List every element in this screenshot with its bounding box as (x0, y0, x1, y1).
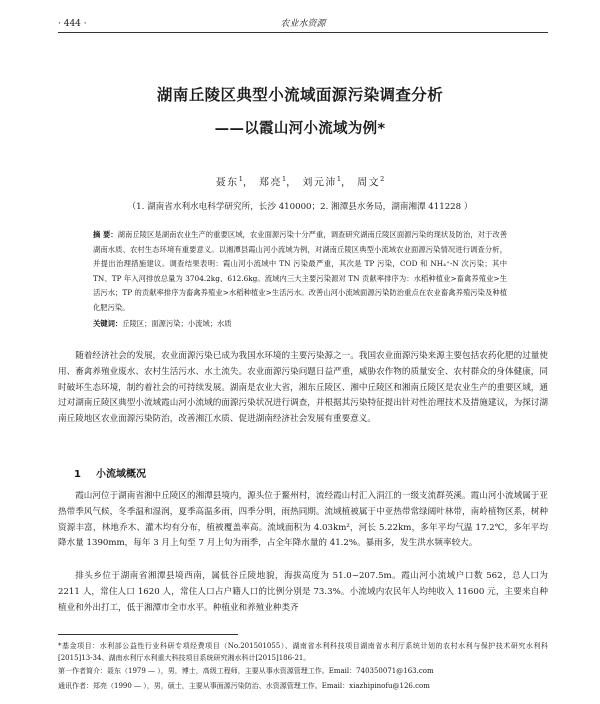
footnote-corresponding-author: 通讯作者：郑亮（1990 — ），男，硕士，主要从事面源污染防治、水资源管理工作。Email：xiazhipinofu@126.com (58, 682, 430, 690)
footnote-divider (58, 634, 238, 635)
keywords-text: 丘陵区；面源污染；小流域；水质 (122, 319, 232, 328)
author-affiliation-mark: 2 (380, 175, 385, 183)
intro-paragraph: 随着经济社会的发展，农业面源污染已成为我国水环境的主要污染源之一。我国农业面源污染来源主要包括农药化肥的过量使用、畜禽养殖业废水、农村生活污水、水土流失。农业面源污染问题日益严重，威胁农作物的质量安全、农村群众的身体健康，同时破坏生态环境，制约着社会的可持续发展。湖南是农业大省，湘东丘陵区、湘中丘陵区和湘南丘陵区是农业生产的重要区域，通过对湖南丘陵区典型小流域霞山河小流域的面源污染状况进行调查，并根据其污染特征提出针对性治理技术及措施建议，为探讨湖南丘陵地区农业面源污染防治，改善湘江水质、促进湖南经济社会发展有重要意义。 (58, 351, 548, 425)
abstract (93, 228, 507, 316)
footnote-funding: *基金项目：水利部公益性行业科研专项经费项目（No.201501055）、湖南省水利科技项目湖南省水利厅系统计划的农村水利与保护技术研究水利科[2015]13-34、湖南水利厅水利重大科技项目系统研究湘水科计[2015]186-21。 (58, 642, 548, 662)
keywords-label: 关键词： (93, 319, 123, 328)
paper-subtitle: ——以霞山河小流域为例* (214, 121, 386, 137)
body-paragraph: 霞山河位于湖南省湘中丘陵区的湘潭县境内，源头位于鳌州村，流经霞山村汇入涓江的一级支流群英溪。霞山河小流域属于亚热带季风气候，冬季温和湿润，夏季高温多雨，四季分明，雨热同期。流域植被属于中亚热带常绿阔叶林带，南岭植物区系，树种资源丰富，林地乔木、灌木均有分布，植被覆盖率高。流域面积为 4.03km²，河长 5.22km，多年平均气温 17.2℃，多年平均降水量 1390mm，每年 3 月上旬至 7 月上旬为雨季，占全年降水量的 41.2%。暴雨多，发生洪水频率较大。 (58, 491, 548, 549)
paper-title: 湖南丘陵区典型小流域面源污染调查分析 (156, 86, 444, 104)
affiliation: （1. 湖南省水利水电科学研究所，长沙 410000；2. 湘潭县水务局，湖南湘潭 411228 ） (127, 202, 473, 212)
author-name: 郑亮 (259, 177, 283, 189)
body-paragraph: 排头乡位于湖南省湘潭县境西南，属低谷丘陵地貌，海拔高度为 51.0~207.5m。霞山河小流域户口数 562，总人口为 2211 人，常住人口 1620 人，常住人口占户籍人口的比例分别是 73.3%。小流域内农民年人均纯收入 11600 元，主要来自种植业和外出打工，低于湘潭市全市水平。种植业和养殖业种类齐 (58, 571, 548, 613)
author-name: 周文 (357, 177, 381, 189)
author-affiliation-mark: 1 (336, 175, 341, 183)
author-affiliation-mark: 1 (282, 175, 287, 183)
abstract-text: 湖南丘陵区是湖南农业生产的重要区域，农业面源污染十分严重，调查研究湖南丘陵区面源污染的现状及防治，对于改善湖南水质、农村生态环境有重要意义。以湘潭县霞山河小流域为例，对湖南丘陵区典型小流域农业面源污染情况进行调查分析，并提出治理措施建议。调查结果表明：霞山河小流域中 TN 污染最严重，其次是 TP 污染，COD 和 NH₄⁺-N 次污染；其中 TN、TP 年入河排放总量为 3704.2kg、612.6kg。流域内三大主要污染源对 TN 贡献率排序为：水稻种植业>畜禽养殖业>生活污水；TP 的贡献率排序为畜禽养殖业>水稻种植业>生活污水。改善山河小流域面源污染防治重点在农业畜禽养殖污染及种植化肥污染。 (93, 230, 507, 312)
running-header (58, 16, 548, 33)
abstract-label: 摘 要： (93, 230, 118, 239)
author-affiliation-mark: 1 (238, 175, 243, 183)
footnote-first-author: 第一作者简介：聂东（1979 — ），男，博士，高级工程师，主要从事水资源管理工作。Email：740350071@163.com (58, 667, 434, 675)
author-name: 聂东 (215, 177, 239, 189)
author-list: 聂东$^1$， 郑亮$^1$， 刘元沛$^1$， 周文$^2$ (215, 175, 385, 189)
page-number: · 444 · (58, 19, 87, 29)
section-heading (74, 468, 146, 482)
journal-name: 农业水资源 (280, 19, 326, 29)
section-number: 1 (74, 469, 81, 480)
author-name: 刘元沛 (302, 177, 337, 189)
section-title: 小流域概况 (96, 469, 146, 480)
keywords (93, 317, 507, 331)
